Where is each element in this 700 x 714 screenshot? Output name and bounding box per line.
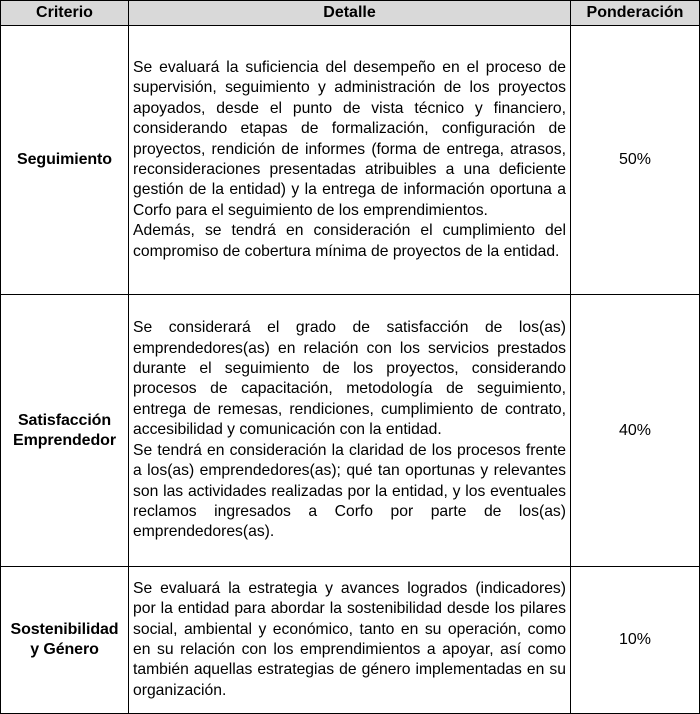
table-header-row bbox=[1, 1, 700, 26]
header-ponderacion: Ponderación bbox=[571, 1, 700, 26]
table-row bbox=[1, 26, 700, 295]
criterio-label: Emprendedor bbox=[13, 431, 116, 449]
criterio-label: Seguimiento bbox=[17, 151, 112, 168]
table-row bbox=[1, 567, 700, 714]
criterio-label: y Género bbox=[30, 641, 99, 658]
detalle-cell bbox=[129, 26, 571, 295]
criterio-label: Sostenibilidad bbox=[10, 621, 119, 638]
criterio-cell bbox=[1, 26, 129, 295]
detalle-cell bbox=[129, 567, 571, 714]
criterio-label: Satisfacción bbox=[17, 411, 112, 429]
table-row bbox=[1, 295, 700, 567]
detalle-paragraph: Se considerará el grado de satisfacción de los(as) emprendedores(as) en relación con los servicios prestados durante el seguimiento de los proyectos, considerando procesos de capacitación, metodología de seguimiento, entrega de remesas, rendiciones, cumplimiento de contrato, accesibilidad y comunicación con la entidad. bbox=[133, 319, 566, 439]
detalle-cell bbox=[129, 295, 571, 567]
criterio-cell bbox=[1, 567, 129, 714]
ponderacion-cell: 10% bbox=[571, 567, 700, 714]
ponderacion-cell: 40% bbox=[571, 295, 700, 567]
detalle-paragraph: Se tendrá en consideración la claridad de los procesos frente a los(as) emprendedores(as); qué tan oportunas y relevantes son las actividades realizadas por la entidad, y los eventuales reclamos ingresados a Corfo por parte de los(as) emprendedores(as). bbox=[133, 441, 566, 541]
detalle-paragraph: Se evaluará la suficiencia del desempeño en el proceso de supervisión, seguimiento y administración de los proyectos apoyados, desde el punto de vista técnico y financiero, considerando etapas de formalización, configuración de proyectos, rendición de informes (forma de entrega, atrasos, reconsideraciones presentadas atribuibles a una deficiente gestión de la entidad) y la entrega de información oportuna a Corfo para el seguimiento de los emprendimientos. bbox=[133, 58, 566, 219]
detalle-paragraph: Además, se tendrá en consideración el cumplimiento del compromiso de cobertura mínima de proyectos de la entidad. bbox=[133, 222, 566, 260]
header-detalle: Detalle bbox=[129, 1, 571, 26]
criterio-cell bbox=[1, 295, 129, 567]
ponderacion-cell: 50% bbox=[571, 26, 700, 295]
detalle-paragraph: Se evaluará la estrategia y avances logrados (indicadores) por la entidad para abordar la sostenibilidad desde los pilares social, ambiental y económico, tanto en su operación, como en su relación con los emprendimientos a apoyar, así como también aquellas estrategias de género implementadas en su organización. bbox=[133, 579, 566, 699]
header-criterio: Criterio bbox=[1, 1, 129, 26]
